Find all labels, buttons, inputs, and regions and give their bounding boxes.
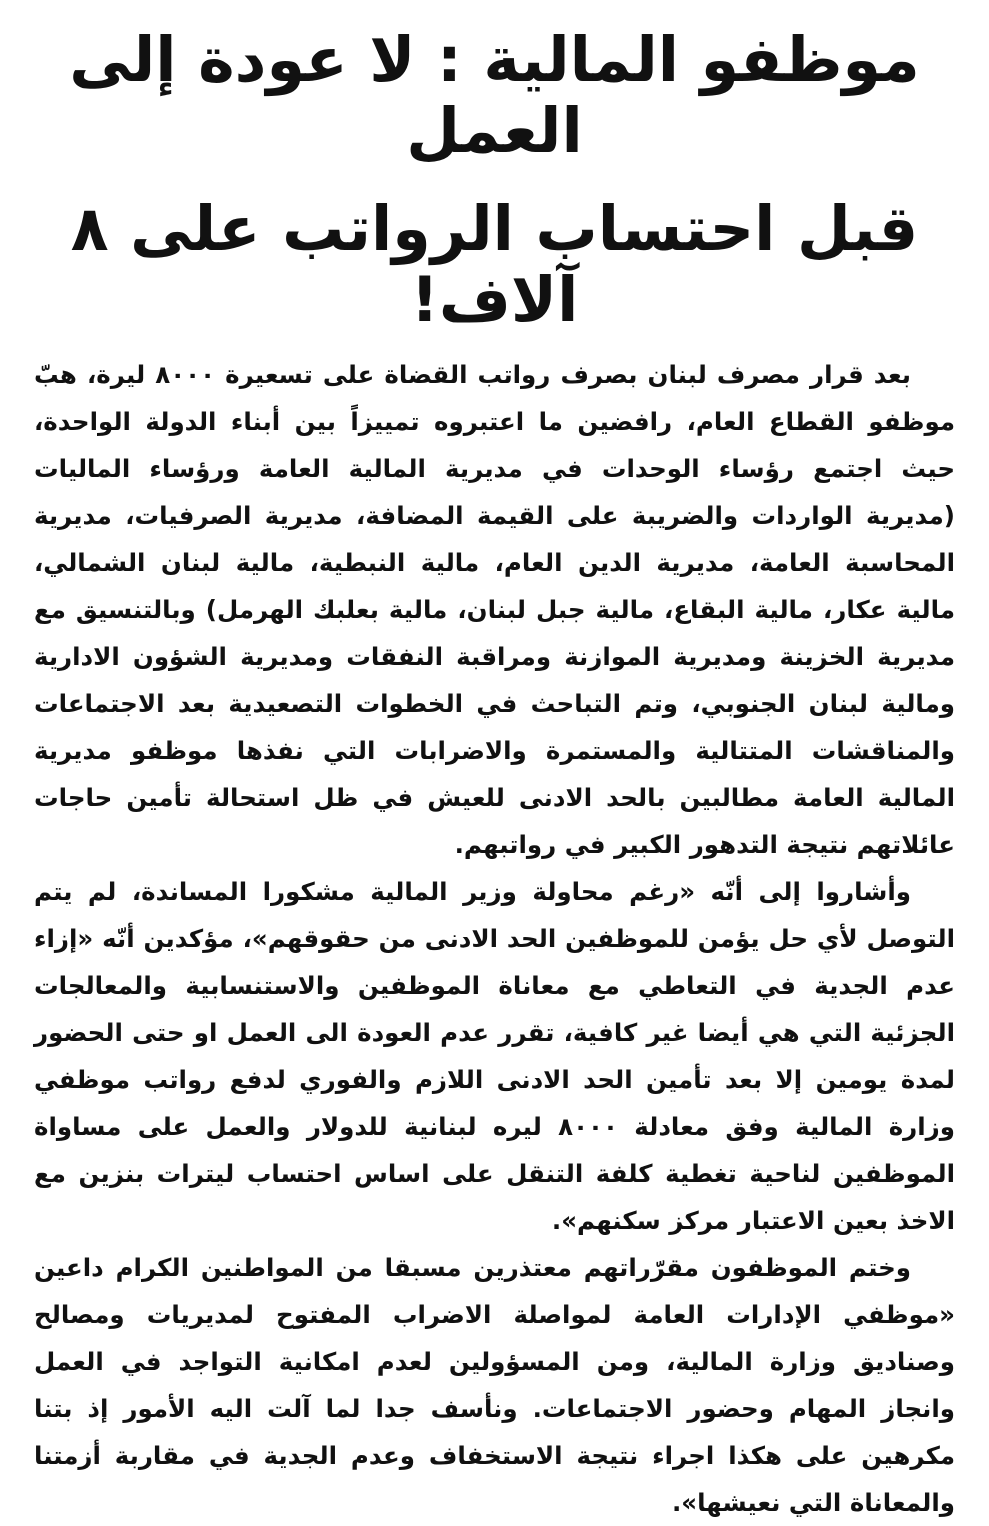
article-paragraph-2: وأشاروا إلى أنّه «رغم محاولة وزير المالية مشكورا المساندة، لم يتم التوصل لأي حل يؤمن للموظفين الحد الادنى من حقوقهم»، مؤكدين أنّه «إزاء عدم الجدية في التعاطي مع معاناة الموظفين والاستنسابية والمعالجات الجزئية التي هي أيضا غير كافية، تقرر عدم العودة الى العمل او حتى الحضور لمدة يومين إلا بعد تأمين الحد الادنى اللازم والفوري لدفع رواتب موظفي وزارة المالية وفق معادلة ٨٠٠٠ ليره لبنانية للدولار والعمل على مساواة الموظفين لناحية تغطية كلفة التنقل على اساس احتساب ليترات بنزين مع الاخذ بعين الاعتبار مركز سكنهم». xyxy=(34,877,955,1236)
article-headline xyxy=(34,24,955,335)
headline-line-1: موظفو المالية : لا عودة إلى العمل xyxy=(69,23,920,168)
article-body xyxy=(34,351,955,1526)
article-paragraph-1: بعد قرار مصرف لبنان بصرف رواتب القضاة على تسعيرة ٨٠٠٠ ليرة، هبّ موظفو القطاع العام، رافضين ما اعتبروه تمييزاً بين أبناء الدولة الواحدة، حيث اجتمع رؤساء الوحدات في مديرية المالية العامة ورؤساء الماليات (مديرية الواردات والضريبة على القيمة المضافة، مديرية الصرفيات، مديرية المحاسبة العامة، مديرية الدين العام، مالية النبطية، مالية لبنان الشمالي، مالية عكار، مالية البقاع، مالية جبل لبنان، مالية بعلبك الهرمل) وبالتنسيق مع مديرية الخزينة ومديرية الموازنة ومراقبة النفقات ومديرية الشؤون الادارية ومالية لبنان الجنوبي، وتم التباحث في الخطوات التصعيدية بعد الاجتماعات والمناقشات المتتالية والمستمرة والاضرابات التي نفذها موظفو مديرية المالية العامة مطالبين بالحد الادنى للعيش في ظل استحالة تأمين حاجات عائلاتهم نتيجة التدهور الكبير في رواتبهم. xyxy=(34,360,955,860)
headline-line-2: قبل احتساب الرواتب على ٨ آلاف! xyxy=(70,191,919,336)
article-paragraph-3: وختم الموظفون مقرّراتهم معتذرين مسبقا من المواطنين الكرام داعين «موظفي الإدارات العامة لمواصلة الاضراب المفتوح لمديريات ومصالح وصناديق وزارة المالية، ومن المسؤولين لعدم امكانية التواجد في العمل وانجاز المهام وحضور الاجتماعات. ونأسف جدا لما آلت اليه الأمور إذ بتنا مكرهين على هكذا اجراء نتيجة الاستخفاف وعدم الجدية في مقاربة أزمتنا والمعاناة التي نعيشها». xyxy=(34,1253,955,1518)
